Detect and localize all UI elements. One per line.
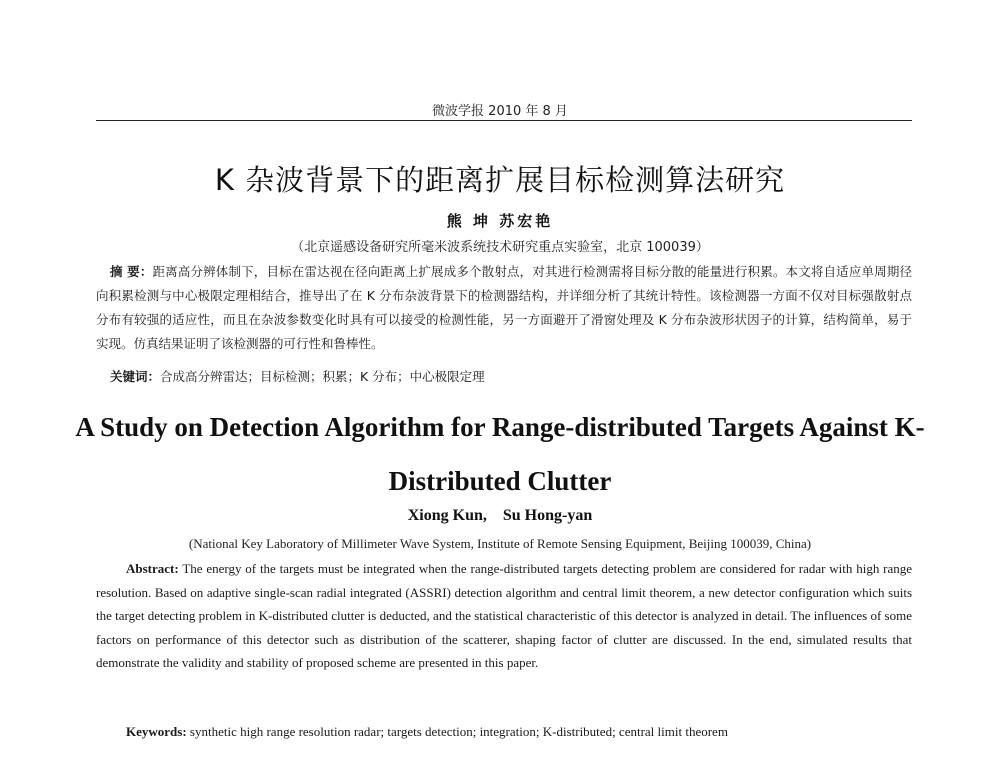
chinese-keywords (110, 367, 910, 385)
journal-header: 微波学报 2010 年 8 月 (432, 104, 568, 119)
chinese-authors: 熊 坤 苏宏艳 (446, 212, 554, 230)
chinese-abstract-label: 摘 要： (110, 264, 153, 279)
english-keywords-label: Keywords: (126, 724, 187, 739)
english-keywords (126, 724, 926, 740)
english-title: A Study on Detection Algorithm for Range-distributed Targets Against K-Distributed Clutter (75, 412, 925, 496)
header-rule (96, 120, 912, 121)
english-keywords-text: synthetic high range resolution radar; targets detection; integration; K-distributed; central limit theorem (189, 724, 728, 739)
english-abstract (96, 557, 912, 675)
english-abstract-label: Abstract: (126, 561, 179, 576)
chinese-title: K 杂波背景下的距离扩展目标检测算法研究 (214, 163, 786, 197)
chinese-abstract-text: 距离高分辨体制下，目标在雷达视在径向距离上扩展成多个散射点，对其进行检测需将目标分散的能量进行积累。本文将自适应单周期径向积累检测与中心极限定理相结合，推导出了在 K 分布杂波背景下的检测器结构，并详细分析了其统计特性。该检测器一方面不仅对目标强散射点分布有较强的适应性，而且在杂波参数变化时具有可以接受的检测性能，另一方面避开了滑窗处理及 K 分布杂波形状因子的计算，结构简单，易于实现。仿真结果证明了该检测器的可行性和鲁棒性。 (96, 264, 912, 351)
english-affiliation: (National Key Laboratory of Millimeter Wave System, Institute of Remote Sensing Equipment, Beijing 100039, China) (188, 536, 812, 551)
english-authors: Xiong Kun, Su Hong-yan (407, 507, 593, 524)
chinese-affiliation: （北京遥感设备研究所毫米波系统技术研究重点实验室，北京 100039） (291, 240, 709, 255)
chinese-keywords-label: 关键词： (110, 369, 161, 384)
english-abstract-text: The energy of the targets must be integrated when the range-distributed targets detecting problem are considered for radar with high range resolution. Based on adaptive single-scan radial integrated (ASSRI) detection algorithm and central limit theorem, a new detector configuration which suits the target detecting problem in K-distributed clutter is deducted, and the statistical characteristic of this detector is analyzed in detail. The influences of some factors on performance of this detector such as distribution of the scatterer, shaping factor of clutter are discussed. In the end, simulated results that demonstrate the validity and stability of proposed scheme are presented in this paper. (96, 561, 913, 670)
chinese-keywords-text: 合成高分辨雷达；目标检测；积累；K 分布；中心极限定理 (160, 369, 485, 384)
chinese-abstract (96, 260, 912, 356)
